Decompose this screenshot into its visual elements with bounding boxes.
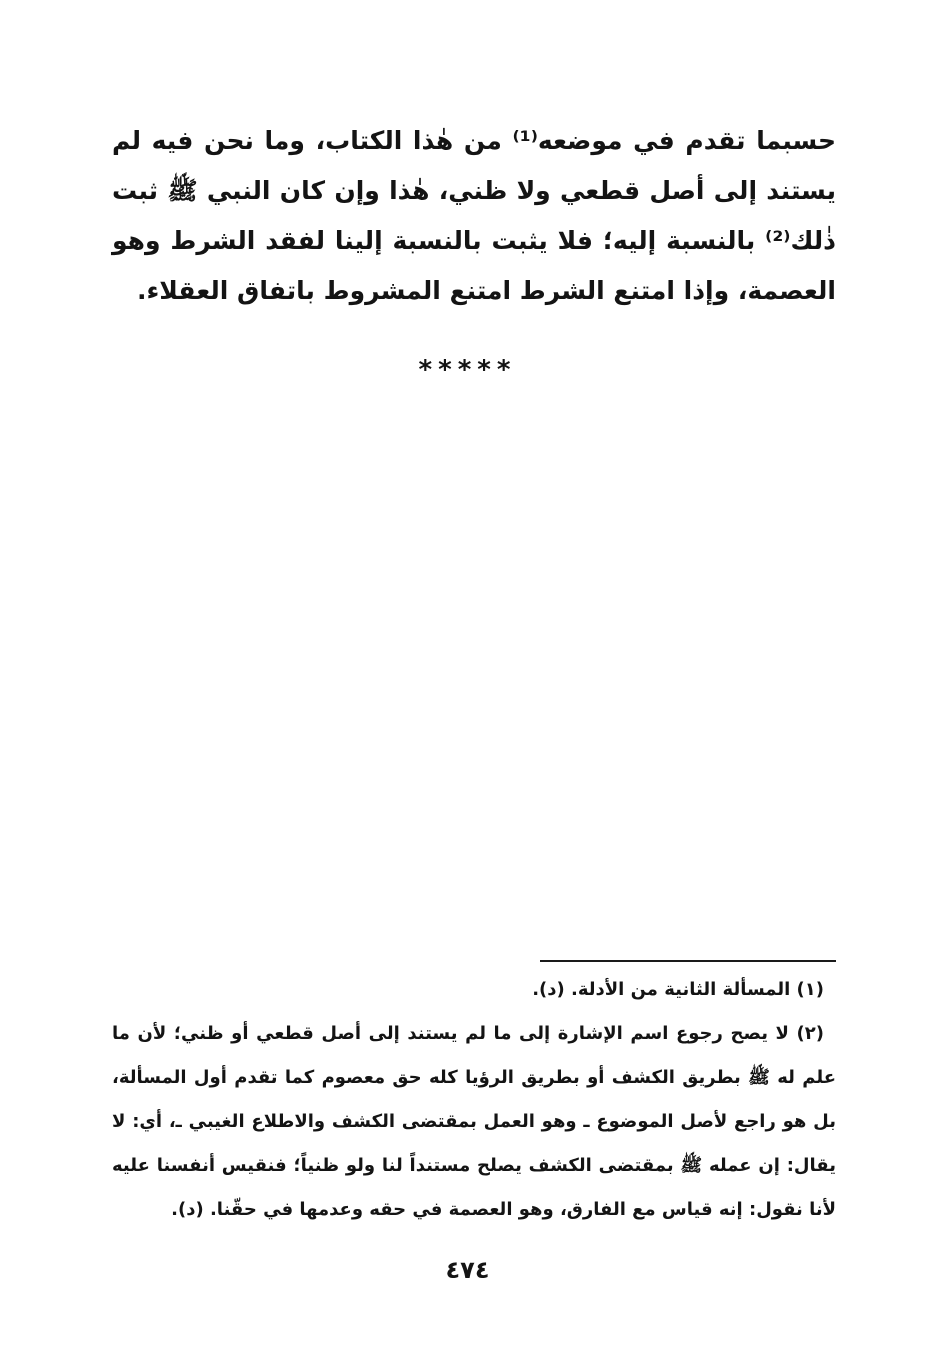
section-divider-stars: ***** xyxy=(418,355,517,385)
footnote-2: (٢) لا يصح رجوع اسم الإشارة إلى ما لم يستند إلى أصل قطعي أو ظني؛ لأن ما علم له ﷺ بطريق الكشف أو بطريق الرؤيا كله حق معصوم كما تقدم أول المسألة، بل هو راجع لأصل الموضوع ـ وهو العمل بمقتضى الكشف والاطلاع الغيبي ـ، أي: لا يقال: إن عمله ﷺ بمقتضى الكشف يصلح مستنداً لنا ولو ظنياً؛ فنقيس أنفسنا عليه لأنا نقول: إنه قياس مع الفارق، وهو العصمة في حقه وعدمها في حقّنا. (د). xyxy=(112,1023,836,1220)
page-number: ٤٧٤ xyxy=(445,1256,490,1284)
footnote-1: (١) المسألة الثانية من الأدلة. (د). xyxy=(532,979,824,1000)
main-paragraph: حسبما تقدم في موضعه⁽¹⁾ من هٰذا الكتاب، وما نحن فيه لم يستند إلى أصل قطعي ولا ظني، هٰذا وإن كان النبي ﷺ ثبت ذٰلك⁽²⁾ بالنسبة إليه؛ فلا يثبت بالنسبة إلينا لفقد الشرط وهو العصمة، وإذا امتنع الشرط امتنع المشروط باتفاق العقلاء. xyxy=(112,126,836,305)
footnote-separator-line xyxy=(540,960,836,962)
footnotes-section xyxy=(112,968,836,1232)
